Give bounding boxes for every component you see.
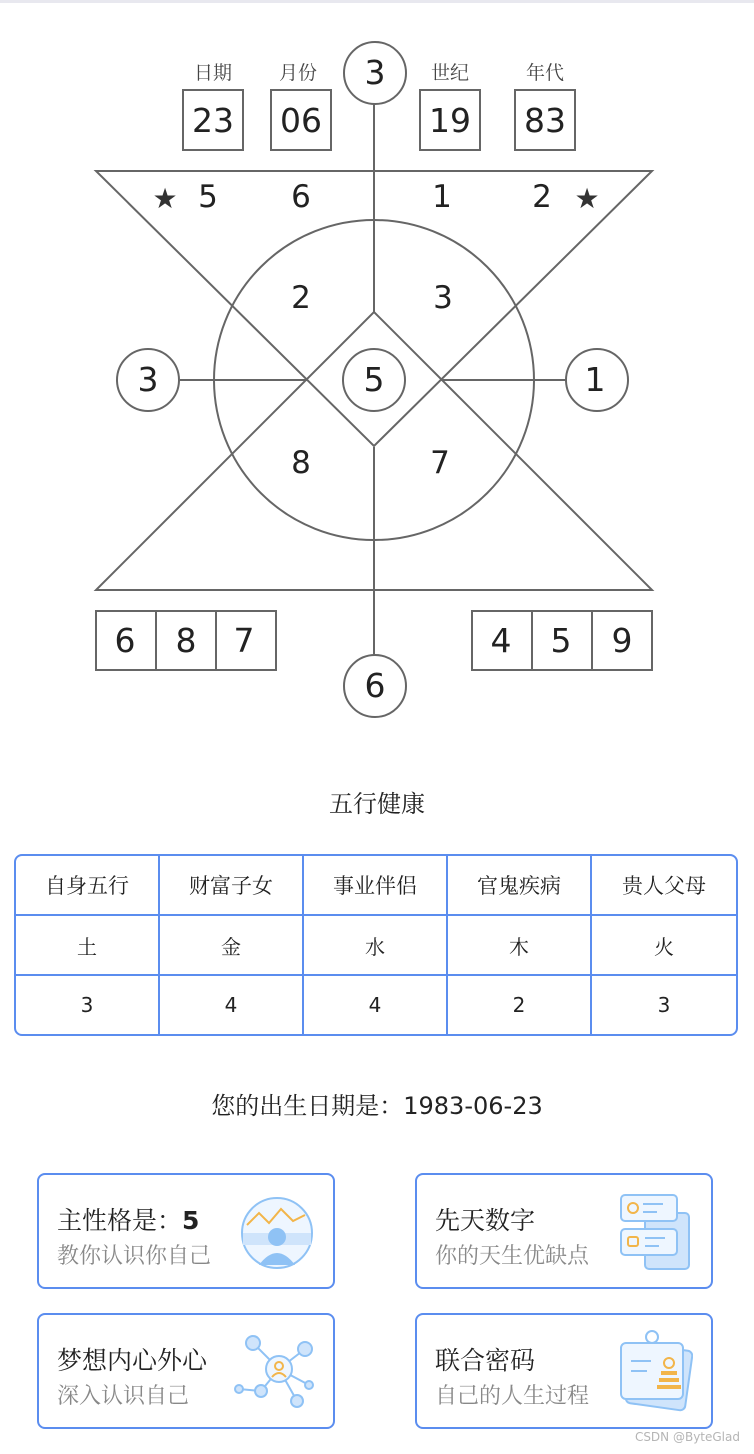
table-cell-count: 4 xyxy=(160,976,304,1034)
quadrant-top-left: 2 xyxy=(291,280,311,316)
table-cell-element: 土 xyxy=(16,916,160,976)
star-icon-right: ★ xyxy=(574,182,600,215)
circle-left-value: 3 xyxy=(137,360,159,399)
table-header: 自身五行 xyxy=(16,856,160,916)
card-union-code[interactable] xyxy=(415,1313,713,1429)
birth-date: 1983-06-23 xyxy=(403,1092,543,1120)
table-cell-element: 火 xyxy=(592,916,736,976)
circle-right-value: 1 xyxy=(584,360,606,399)
bottom-left-box-1: 6 xyxy=(114,621,136,660)
card-main-personality[interactable] xyxy=(37,1173,335,1289)
quadrant-bottom-right: 7 xyxy=(430,445,450,481)
id-cards-icon xyxy=(617,1191,693,1273)
watermark: CSDN @ByteGlad xyxy=(634,1430,740,1444)
value-day: 23 xyxy=(192,101,234,140)
card-subtitle: 自己的人生过程 xyxy=(435,1384,590,1409)
label-century: 世纪 xyxy=(430,62,470,84)
label-day: 日期 xyxy=(193,62,233,84)
birth-date-line xyxy=(0,1086,754,1121)
quadrant-bottom-left: 8 xyxy=(291,445,311,481)
value-century: 19 xyxy=(429,101,471,140)
bottom-right-box-2: 5 xyxy=(550,621,572,660)
card-title: 先天数字 xyxy=(435,1206,536,1235)
table-cell-count: 4 xyxy=(304,976,448,1034)
card-title: 主性格是：5 xyxy=(57,1206,200,1235)
circle-top-value: 3 xyxy=(364,53,386,92)
card-subtitle: 你的天生优缺点 xyxy=(435,1244,590,1269)
person-landscape-icon xyxy=(239,1195,315,1271)
quadrant-top-right: 3 xyxy=(433,280,453,316)
table-cell-count: 3 xyxy=(657,993,671,1017)
table-cell-element: 木 xyxy=(448,916,592,976)
card-title: 梦想内心外心 xyxy=(57,1346,208,1375)
card-innate-numbers[interactable] xyxy=(415,1173,713,1289)
table-cell-count: 3 xyxy=(16,976,160,1034)
value-month: 06 xyxy=(280,101,322,140)
table-header: 财富子女 xyxy=(160,856,304,916)
personality-number: 5 xyxy=(182,1206,200,1235)
bottom-right-box-3: 9 xyxy=(611,621,633,660)
card-title: 联合密码 xyxy=(435,1346,536,1375)
triangle-number-3: 1 xyxy=(432,179,452,215)
triangle-number-4: 2 xyxy=(532,179,552,215)
wuxing-table xyxy=(14,854,738,1036)
circle-center-value: 5 xyxy=(363,360,385,399)
table-cell-element: 水 xyxy=(304,916,448,976)
bottom-left-box-2: 8 xyxy=(175,621,197,660)
bottom-left-box-3: 7 xyxy=(233,621,255,660)
value-decade: 83 xyxy=(524,101,566,140)
table-header: 事业伴侣 xyxy=(304,856,448,916)
table-cell-element: 金 xyxy=(160,916,304,976)
table-header: 贵人父母 xyxy=(592,856,736,916)
triangle-number-1: 5 xyxy=(198,179,218,215)
label-month: 月份 xyxy=(278,62,318,84)
card-dream-heart[interactable] xyxy=(37,1313,335,1429)
label-decade: 年代 xyxy=(525,62,565,84)
bottom-right-box-1: 4 xyxy=(490,621,512,660)
birth-label: 您的出生日期是： xyxy=(211,1092,404,1120)
card-subtitle: 教你认识你自己 xyxy=(57,1244,212,1269)
network-person-icon xyxy=(231,1333,321,1413)
table-header: 官鬼疾病 xyxy=(448,856,592,916)
card-subtitle: 深入认识自己 xyxy=(57,1384,190,1409)
table-cell-count: 2 xyxy=(448,976,592,1034)
triangle-number-2: 6 xyxy=(291,179,311,215)
badge-card-icon xyxy=(617,1329,693,1413)
star-icon-left: ★ xyxy=(152,182,178,215)
wuxing-title: 五行健康 xyxy=(329,790,425,818)
circle-bottom-value: 6 xyxy=(364,666,386,705)
